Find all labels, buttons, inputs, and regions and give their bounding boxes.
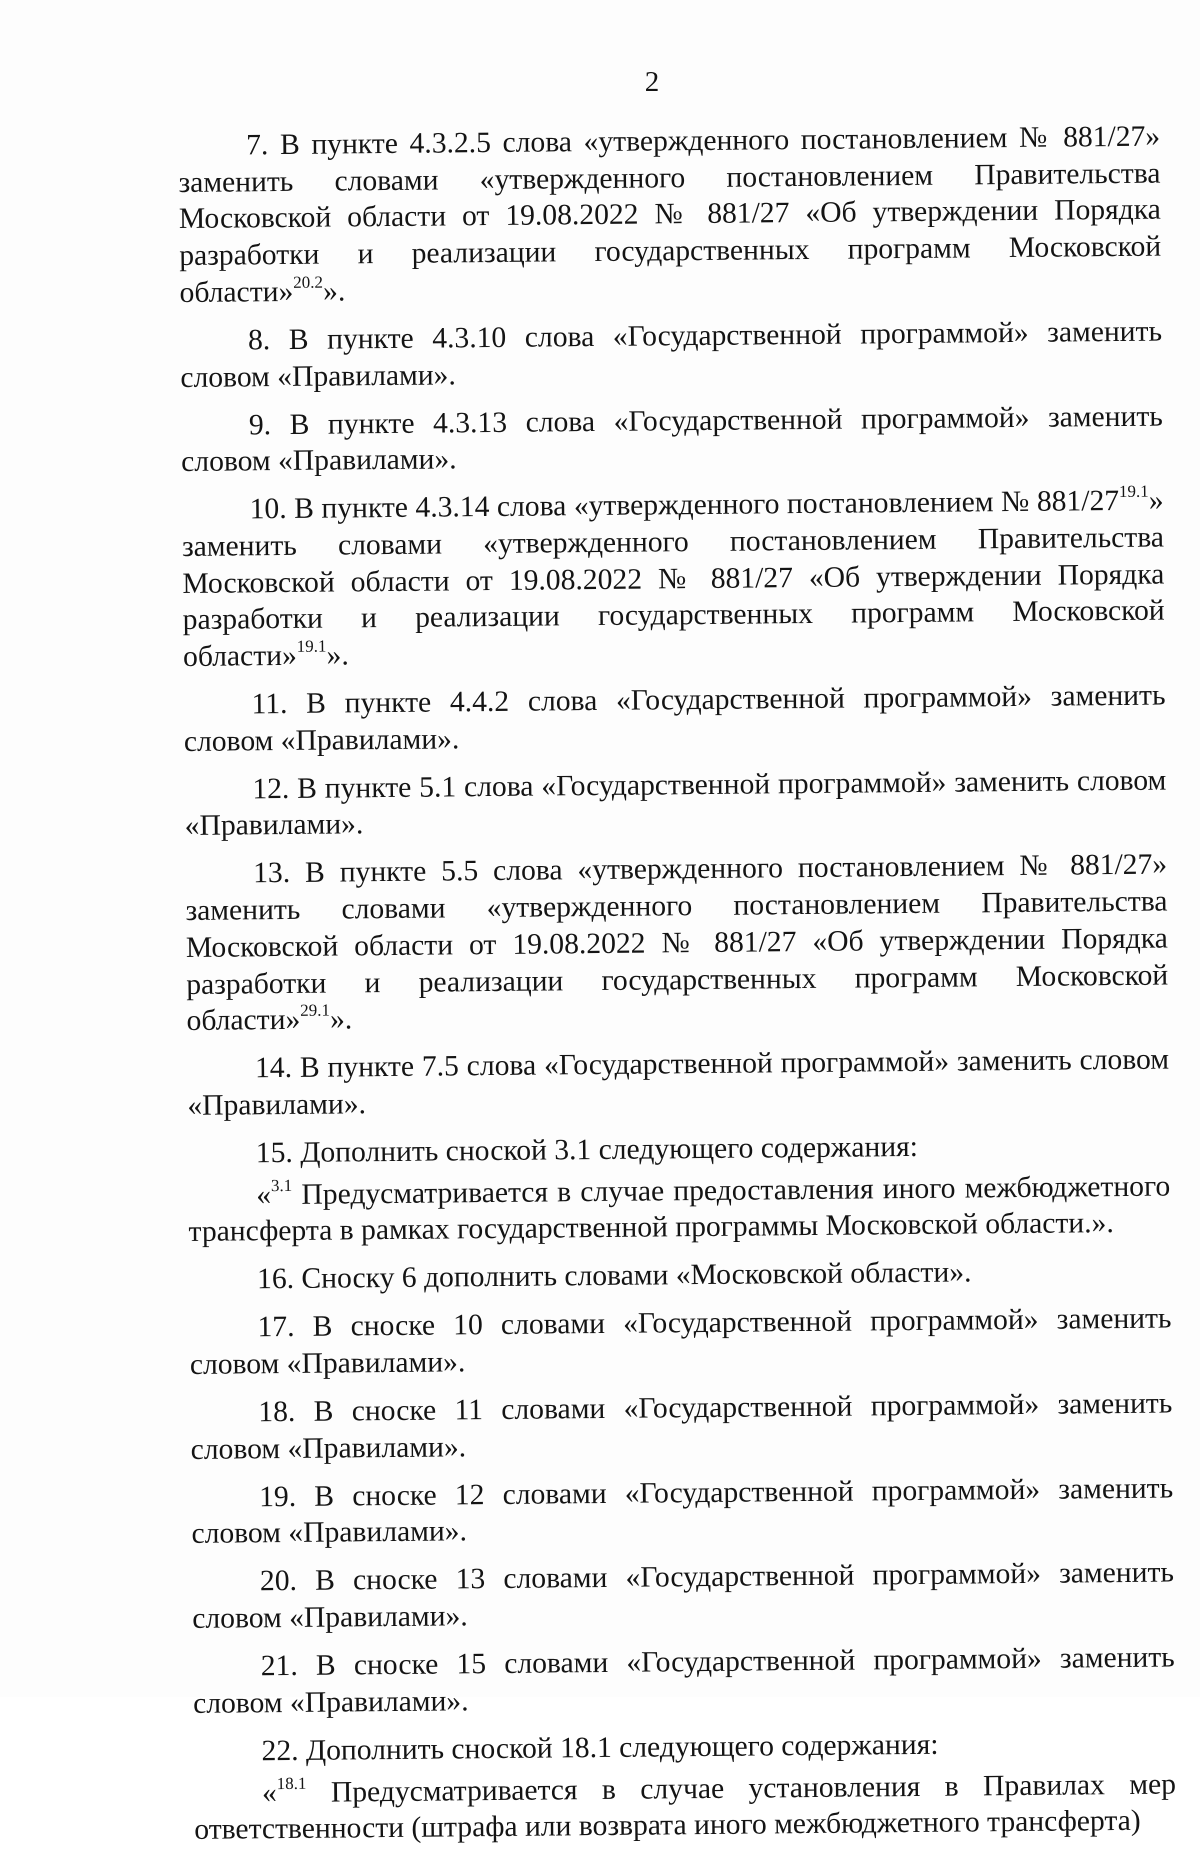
footnote-ref-20-2: 20.2 (293, 272, 324, 292)
paragraph-16: 16. Сноску 6 дополнить словами «Московской области». (256, 1256, 972, 1296)
paragraph-11: 11. В пункте 4.4.2 слова «Государственной программой» заменить словом «Правилами». (183, 679, 1166, 758)
paragraph-7-tail: ». (322, 275, 346, 308)
paragraph-9: 9. В пункте 4.3.13 слова «Государственной программой» заменить словом «Правилами». (181, 400, 1163, 479)
paragraph-22: 22. Дополнить сноской 18.1 следующего содержания: (261, 1728, 939, 1768)
page-number: 2 (644, 66, 660, 98)
footnote-18-1-mark: 18.1 (276, 1773, 307, 1793)
paragraph-17: 17. В сноске 10 словами «Государственной программой» заменить словом «Правилами». (189, 1302, 1172, 1382)
paragraph-13 (185, 847, 1169, 1040)
footnote-18-1-body: Предусматривается в случае установления в Правилах мер ответственности (штрафа или возврата иного межбюджетного трансферта) (194, 1768, 1177, 1847)
paragraph-13-after: ». (329, 1003, 353, 1036)
footnote-ref-19-1-b: 19.1 (296, 636, 327, 656)
paragraph-18: 18. В сноске 11 словами «Государственной программой» заменить словом «Правилами». (190, 1387, 1173, 1466)
paragraph-10-after: ». (326, 639, 349, 672)
paragraph-10-before: 10. В пункте 4.3.14 слова «утвержденного постановлением № 881/27 (249, 485, 1120, 526)
paragraph-20: 20. В сноске 13 словами «Государственной программой» заменить словом «Правилами». (192, 1556, 1175, 1636)
paragraph-10-middle: » заменить словами «утвержденного постановлением Правительства Московской области от 19.08.2022 № 881/27 «Об утверждении Порядка разработки и реализации государственных программ Московской области» (181, 484, 1165, 674)
footnote-18-1-open-quote: « (261, 1776, 277, 1809)
paragraph-7-text: 7. В пункте 4.3.2.5 слова «утвержденного постановлением № 881/27» заменить словами «утвержденного постановлением Правительства Московской области от 19.08.2022 № 881/27 «Об утверждении Порядка разработки и реализации государственных программ Московской области» (178, 120, 1162, 309)
footnote-3-1-body: Предусматривается в случае предоставления иного межбюджетного трансферта в рамках государственной программы Московской области.». (188, 1170, 1171, 1249)
paragraph-14: 14. В пункте 7.5 слова «Государственной программой» заменить словом «Правилами». (187, 1043, 1170, 1122)
paragraph-12: 12. В пункте 5.1 слова «Государственной программой» заменить словом «Правилами». (184, 764, 1167, 843)
footnote-3-1-mark: 3.1 (270, 1175, 293, 1195)
document-body (178, 119, 1177, 1860)
paragraph-21: 21. В сноске 15 словами «Государственной программой» заменить словом «Правилами». (192, 1641, 1175, 1720)
footnote-ref-19-1-a: 19.1 (1118, 481, 1149, 502)
footnote-ref-29-1: 29.1 (300, 1000, 331, 1021)
footnote-3-1-text (188, 1168, 1171, 1251)
footnote-18-1-text (194, 1766, 1177, 1849)
paragraph-19: 19. В сноске 12 словами «Государственной программой» заменить словом «Правилами». (191, 1472, 1174, 1551)
paragraph-8: 8. В пункте 4.3.10 слова «Государственной программой» заменить словом «Правилами». (180, 315, 1163, 394)
paragraph-15: 15. Дополнить сноской 3.1 следующего содержания: (255, 1130, 919, 1170)
footnote-3-1-open-quote: « (256, 1178, 272, 1211)
paragraph-7 (178, 119, 1162, 312)
paragraph-10 (181, 483, 1165, 676)
paragraph-13-text: 13. В пункте 5.5 слова «утвержденного постановлением № 881/27» заменить словами «утвержденного постановлением Правительства Московской области от 19.08.2022 № 881/27 «Об утверждении Порядка разработки и реализации государственных программ Московской области» (185, 848, 1169, 1038)
